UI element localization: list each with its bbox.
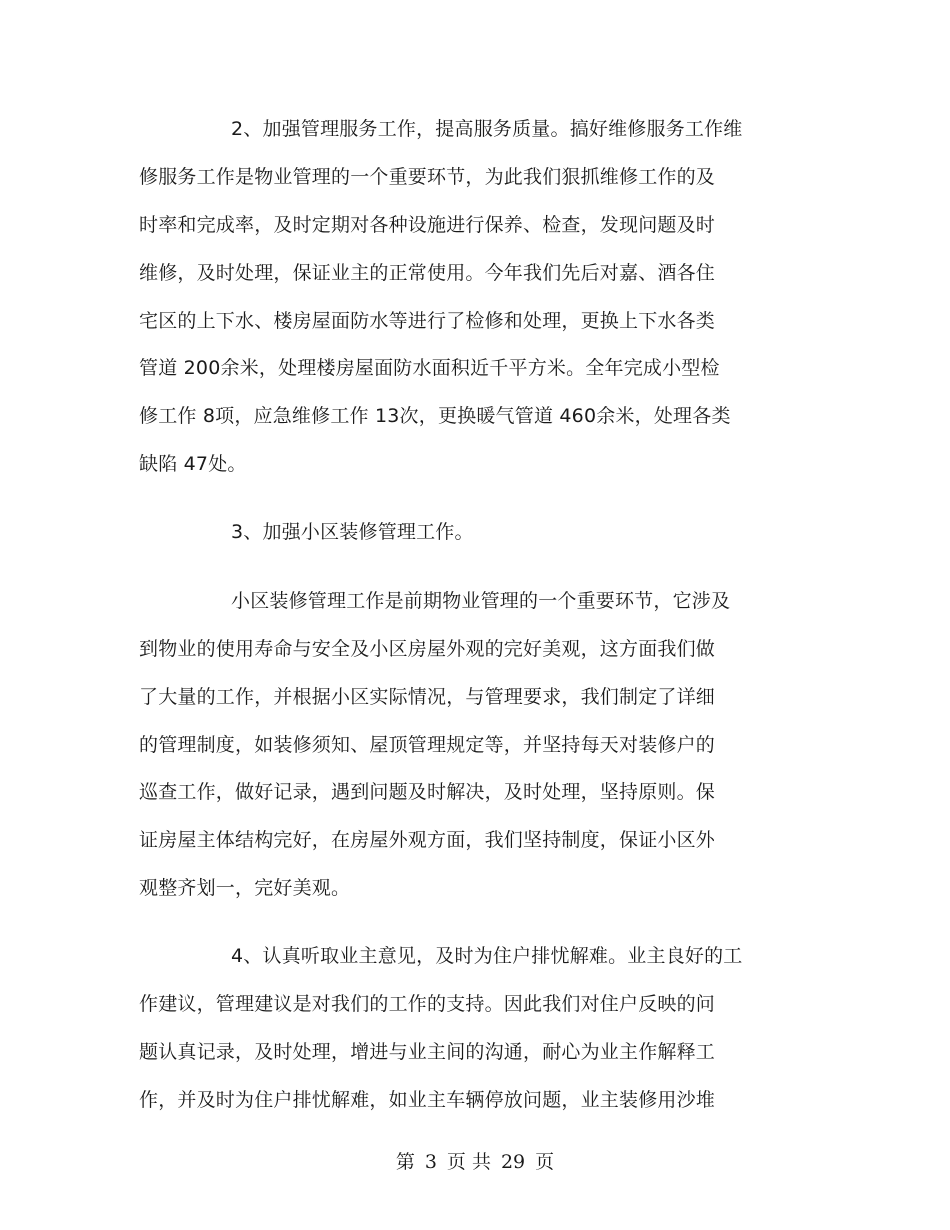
paragraph-4-line-4: 作，并及时为住户排忧解难，如业主车辆停放问题，业主装修用沙堆 xyxy=(139,1089,716,1111)
paragraph-3-line-6: 证房屋主体结构完好，在房屋外观方面，我们坚持制度，保证小区外 xyxy=(139,829,716,851)
paragraph-4-line-1: 4、认真听取业主意见，及时为住户排忧解难。业主良好的工 xyxy=(231,945,743,967)
page-footer xyxy=(0,1150,950,1174)
paragraph-1-line-8: 缺陷 47处。 xyxy=(139,453,247,475)
paragraph-4-line-2: 作建议，管理建议是对我们的工作的支持。因此我们对住户反映的问 xyxy=(139,993,716,1015)
paragraph-1-line-7: 修工作 8项，应急维修工作 13次，更换暖气管道 460余米，处理各类 xyxy=(139,405,731,427)
paragraph-3-line-2: 到物业的使用寿命与安全及小区房屋外观的完好美观，这方面我们做 xyxy=(139,638,716,660)
paragraph-1-line-6: 管道 200余米，处理楼房屋面防水面积近千平方米。全年完成小型检 xyxy=(139,357,720,379)
current-page-number: 3 xyxy=(424,1151,437,1173)
paragraph-1-line-5: 宅区的上下水、楼房屋面防水等进行了检修和处理，更换上下水各类 xyxy=(139,310,716,332)
footer-suffix: 页 xyxy=(535,1151,555,1173)
paragraph-3-line-1: 小区装修管理工作是前期物业管理的一个重要环节，它涉及 xyxy=(231,590,731,612)
footer-prefix: 第 xyxy=(395,1151,415,1173)
paragraph-1-line-3: 时率和完成率，及时定期对各种设施进行保养、检查，发现问题及时 xyxy=(139,214,716,236)
paragraph-3-line-7: 观整齐划一，完好美观。 xyxy=(139,877,351,899)
total-page-count: 29 xyxy=(500,1151,526,1173)
paragraph-1-line-4: 维修，及时处理，保证业主的正常使用。今年我们先后对嘉、酒各住 xyxy=(139,262,716,284)
paragraph-3-line-3: 了大量的工作，并根据小区实际情况，与管理要求，我们制定了详细 xyxy=(139,686,716,708)
footer-middle: 页 共 xyxy=(446,1151,491,1173)
paragraph-4-line-3: 题认真记录，及时处理，增进与业主间的沟通，耐心为业主作解释工 xyxy=(139,1041,716,1063)
paragraph-3-line-4: 的管理制度，如装修须知、屋顶管理规定等，并坚持每天对装修户的 xyxy=(139,734,716,756)
paragraph-1-line-2: 修服务工作是物业管理的一个重要环节，为此我们狠抓维修工作的及 xyxy=(139,166,716,188)
paragraph-1-line-1: 2、加强管理服务工作，提高服务质量。搞好维修服务工作维 xyxy=(231,118,743,140)
section-heading-3: 3、加强小区装修管理工作。 xyxy=(231,521,474,543)
paragraph-3-line-5: 巡查工作，做好记录，遇到问题及时解决，及时处理，坚持原则。保 xyxy=(139,781,716,803)
